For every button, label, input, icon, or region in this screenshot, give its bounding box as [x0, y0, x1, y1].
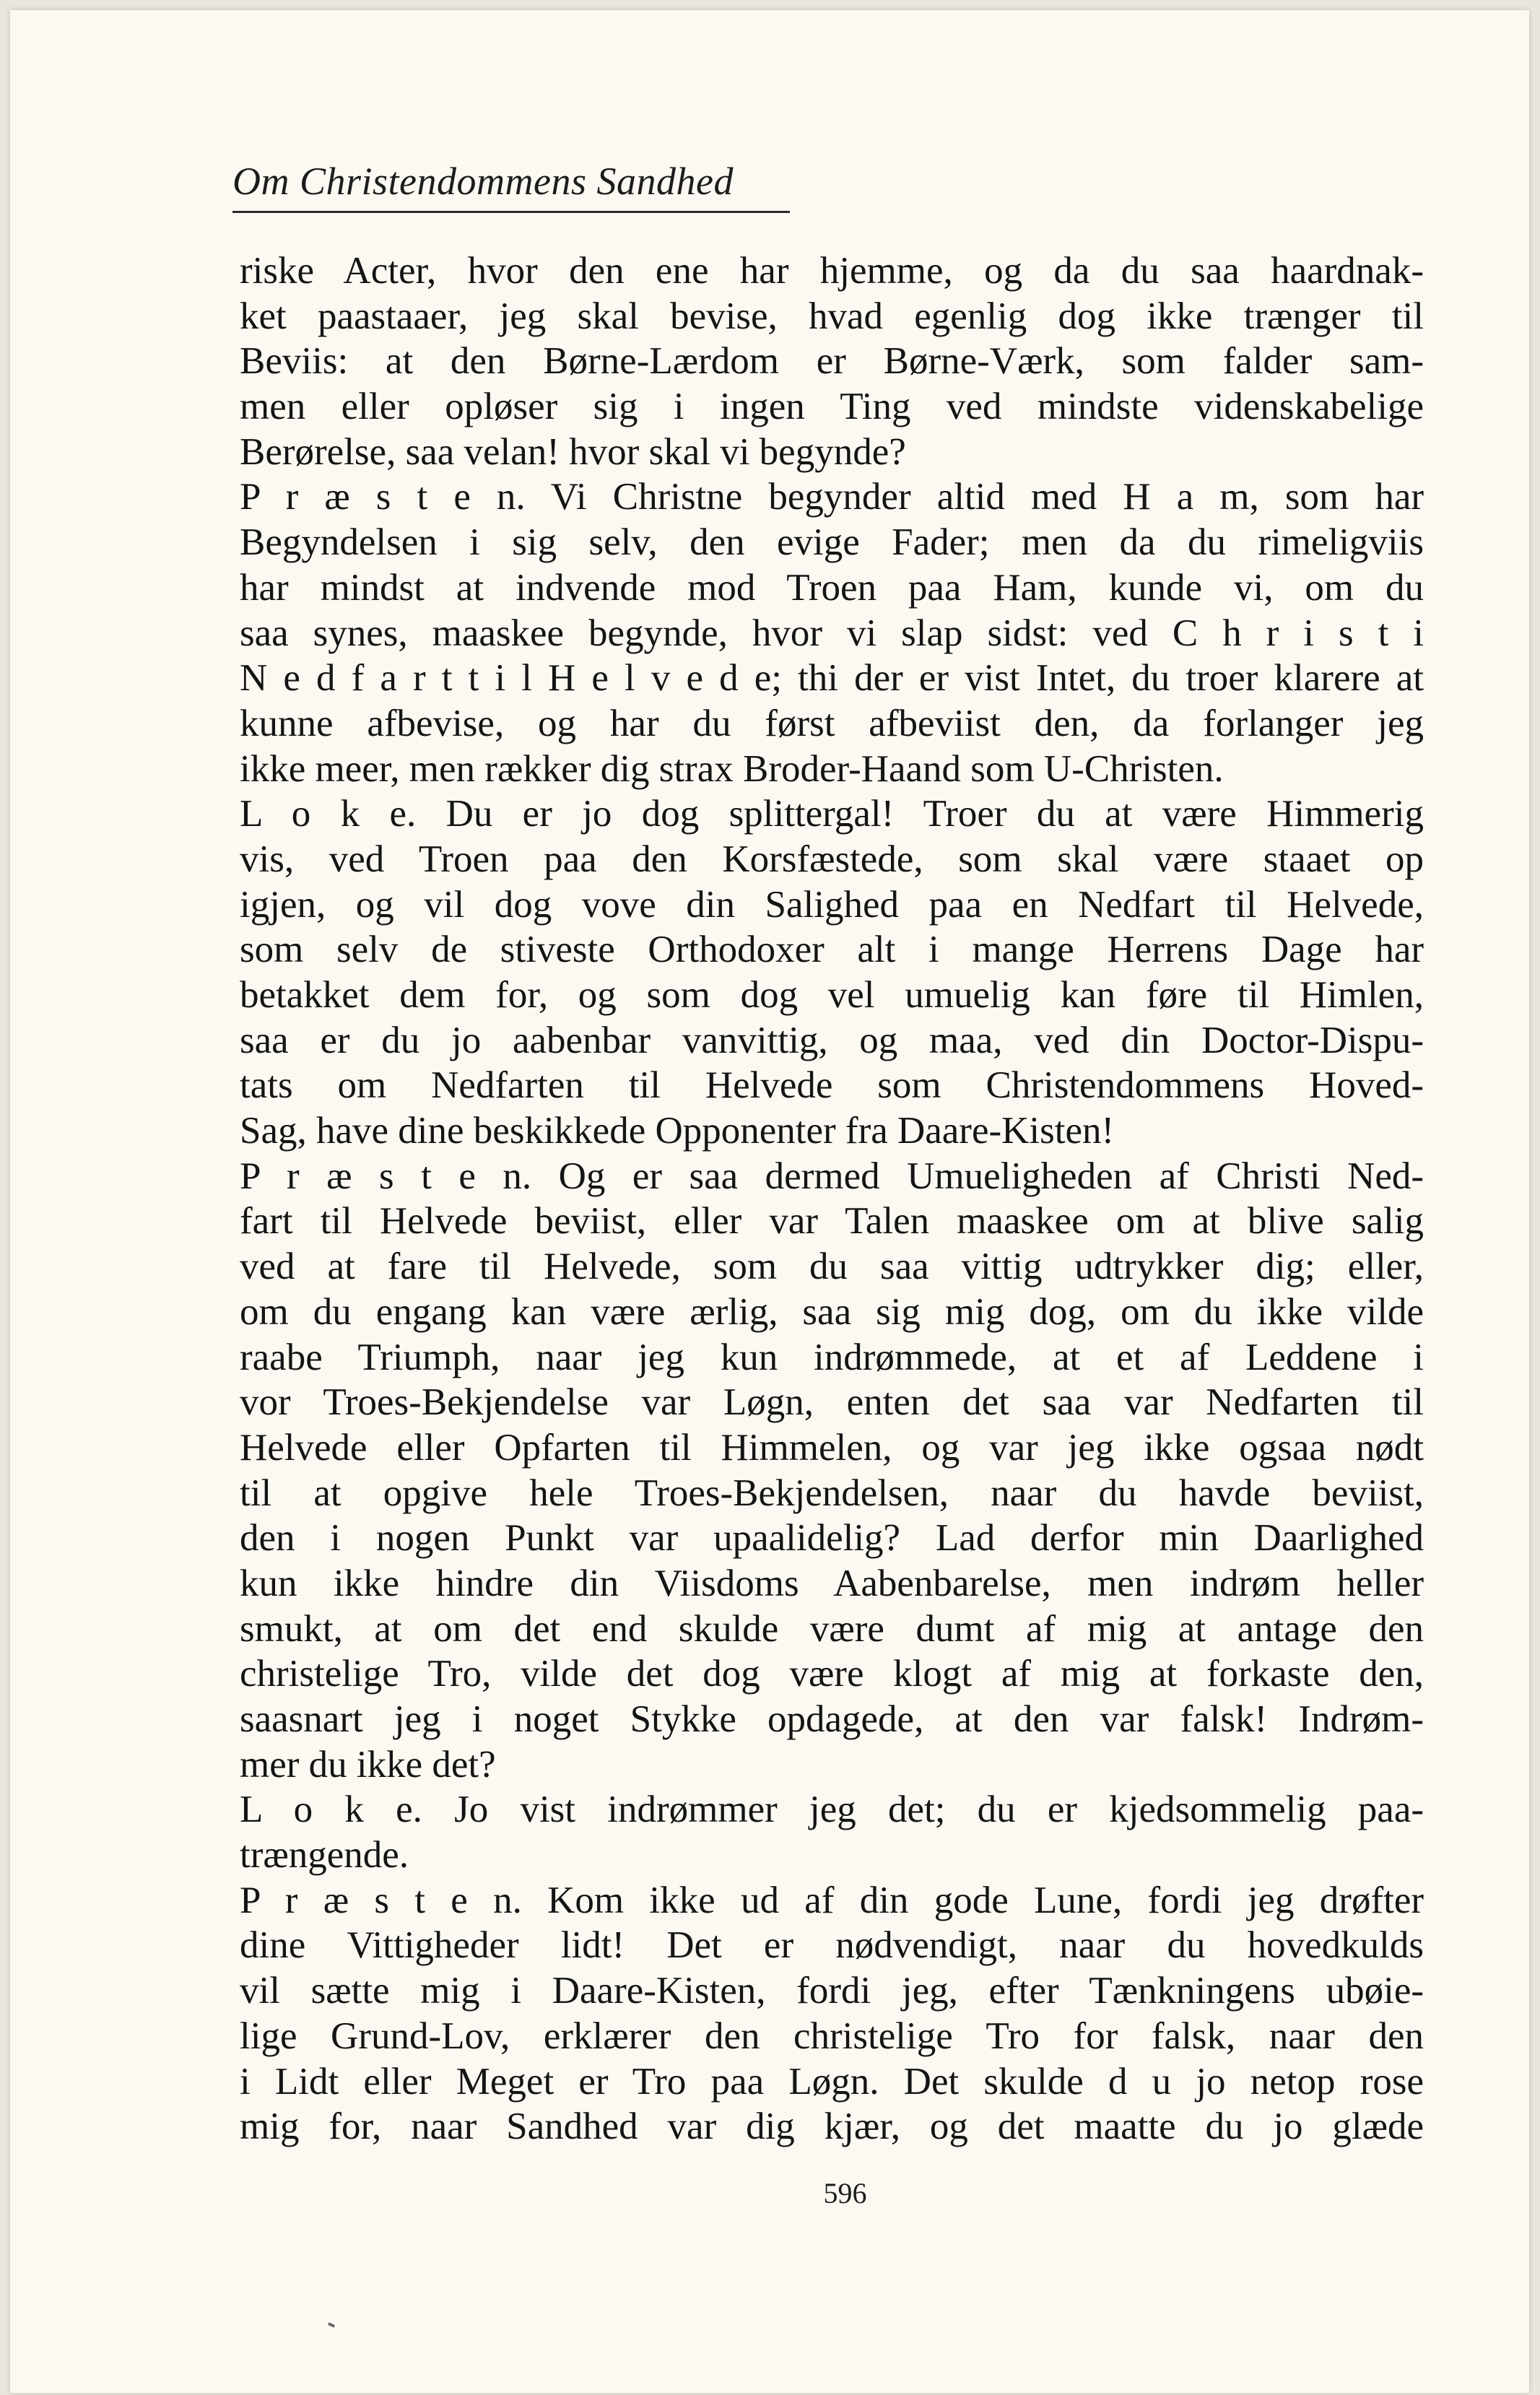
text-line: som selv de stiveste Orthodoxer alt i mange Herrens Dage har	[240, 929, 1424, 971]
text-line: betakket dem for, og som dog vel umuelig kan føre til Himlen,	[240, 974, 1424, 1016]
text-line: kun ikke hindre din Viisdoms Aabenbarelse, men indrøm heller	[240, 1562, 1424, 1604]
body-text	[240, 248, 1424, 2150]
text-line: N e d f a r t t i l H e l v e d e; thi der er vist Intet, du troer klarere at	[240, 657, 1424, 700]
text-line: Beviis: at den Børne-Lærdom er Børne-Værk, som falder sam-	[240, 340, 1424, 383]
text-line: P r æ s t e n. Kom ikke ud af din gode Lune, fordi jeg drøfter	[240, 1879, 1424, 1921]
text-line: kunne afbevise, og har du først afbeviist den, da forlanger jeg	[240, 702, 1424, 744]
text-line: L o k e. Jo vist indrømmer jeg det; du er kjedsommelig paa-	[240, 1788, 1424, 1831]
text-line: saa er du jo aabenbar vanvittig, og maa, ved din Doctor-Dispu-	[240, 1019, 1424, 1061]
text-line: vor Troes-Bekjendelse var Løgn, enten det saa var Nedfarten til	[240, 1381, 1424, 1424]
text-line: riske Acter, hvor den ene har hjemme, og da du saa haardnak-	[240, 250, 1424, 292]
text-line: lige Grund-Lov, erklærer den christelige Tro for falsk, naar den	[240, 2014, 1424, 2057]
text-line: mig for, naar Sandhed var dig kjær, og det maatte du jo glæde	[240, 2105, 1424, 2148]
text-line: igjen, og vil dog vove din Salighed paa en Nedfart til Helvede,	[240, 883, 1424, 926]
text-line: har mindst at indvende mod Troen paa Ham, kunde vi, om du	[240, 566, 1424, 609]
text-line: Sag, have dine beskikkede Opponenter fra Daare-Kisten!	[240, 1110, 1115, 1152]
text-line: saa synes, maaskee begynde, hvor vi slap sidst: ved C h r i s t i	[240, 612, 1424, 654]
running-head: Om Christendommens Sandhed	[232, 160, 734, 203]
page-number: 596	[823, 2177, 867, 2209]
text-line: i Lidt eller Meget er Tro paa Løgn. Det skulde d u jo netop rose	[240, 2060, 1424, 2103]
text-line: P r æ s t e n. Og er saa dermed Umueligheden af Christi Ned-	[240, 1155, 1424, 1197]
text-line: vil sætte mig i Daare-Kisten, fordi jeg, efter Tænkningens ubøie-	[240, 1970, 1424, 2012]
text-line: ket paastaaer, jeg skal bevise, hvad egenlig dog ikke trænger til	[240, 295, 1424, 337]
text-line: tats om Nedfarten til Helvede som Christendommens Hoved-	[240, 1064, 1424, 1107]
text-line: ikke meer, men rækker dig strax Broder-Haand som U-Christen.	[240, 747, 1224, 790]
book-page	[10, 10, 1529, 2393]
text-line: ved at fare til Helvede, som du saa vittig udtrykker dig; eller,	[240, 1246, 1424, 1288]
running-head-rule	[232, 211, 790, 213]
text-line: fart til Helvede beviist, eller var Talen maaskee om at blive salig	[240, 1200, 1424, 1243]
text-line: smukt, at om det end skulde være dumt af mig at antage den	[240, 1607, 1424, 1650]
text-line: L o k e. Du er jo dog splittergal! Troer du at være Himmerig	[240, 793, 1424, 835]
text-line: christelige Tro, vilde det dog være klogt af mig at forkaste den,	[240, 1653, 1424, 1695]
text-line: Begyndelsen i sig selv, den evige Fader; men da du rimeligviis	[240, 521, 1424, 564]
text-line: saasnart jeg i noget Stykke opdagede, at den var falsk! Indrøm-	[240, 1698, 1424, 1740]
text-line: P r æ s t e n. Vi Christne begynder altid med H a m, som har	[240, 476, 1424, 518]
text-line: til at opgive hele Troes-Bekjendelsen, naar du havde beviist,	[240, 1472, 1424, 1514]
text-line: men eller opløser sig i ingen Ting ved mindste videnskabelige	[240, 386, 1424, 428]
text-line: dine Vittigheder lidt! Det er nødvendigt, naar du hovedkulds	[240, 1924, 1424, 1967]
text-line: Helvede eller Opfarten til Himmelen, og var jeg ikke ogsaa nødt	[240, 1426, 1424, 1469]
text-line: mer du ikke det?	[240, 1743, 496, 1786]
text-line: raabe Triumph, naar jeg kun indrømmede, at et af Leddene i	[240, 1336, 1424, 1378]
text-line: vis, ved Troen paa den Korsfæstede, som skal være staaet op	[240, 838, 1424, 880]
print-speck	[328, 2322, 336, 2328]
text-line: om du engang kan være ærlig, saa sig mig dog, om du ikke vilde	[240, 1290, 1424, 1333]
text-line: den i nogen Punkt var upaalidelig? Lad derfor min Daarlighed	[240, 1517, 1424, 1560]
text-line: Berørelse, saa velan! hvor skal vi begynde?	[240, 430, 906, 473]
text-line: trængende.	[240, 1834, 409, 1877]
